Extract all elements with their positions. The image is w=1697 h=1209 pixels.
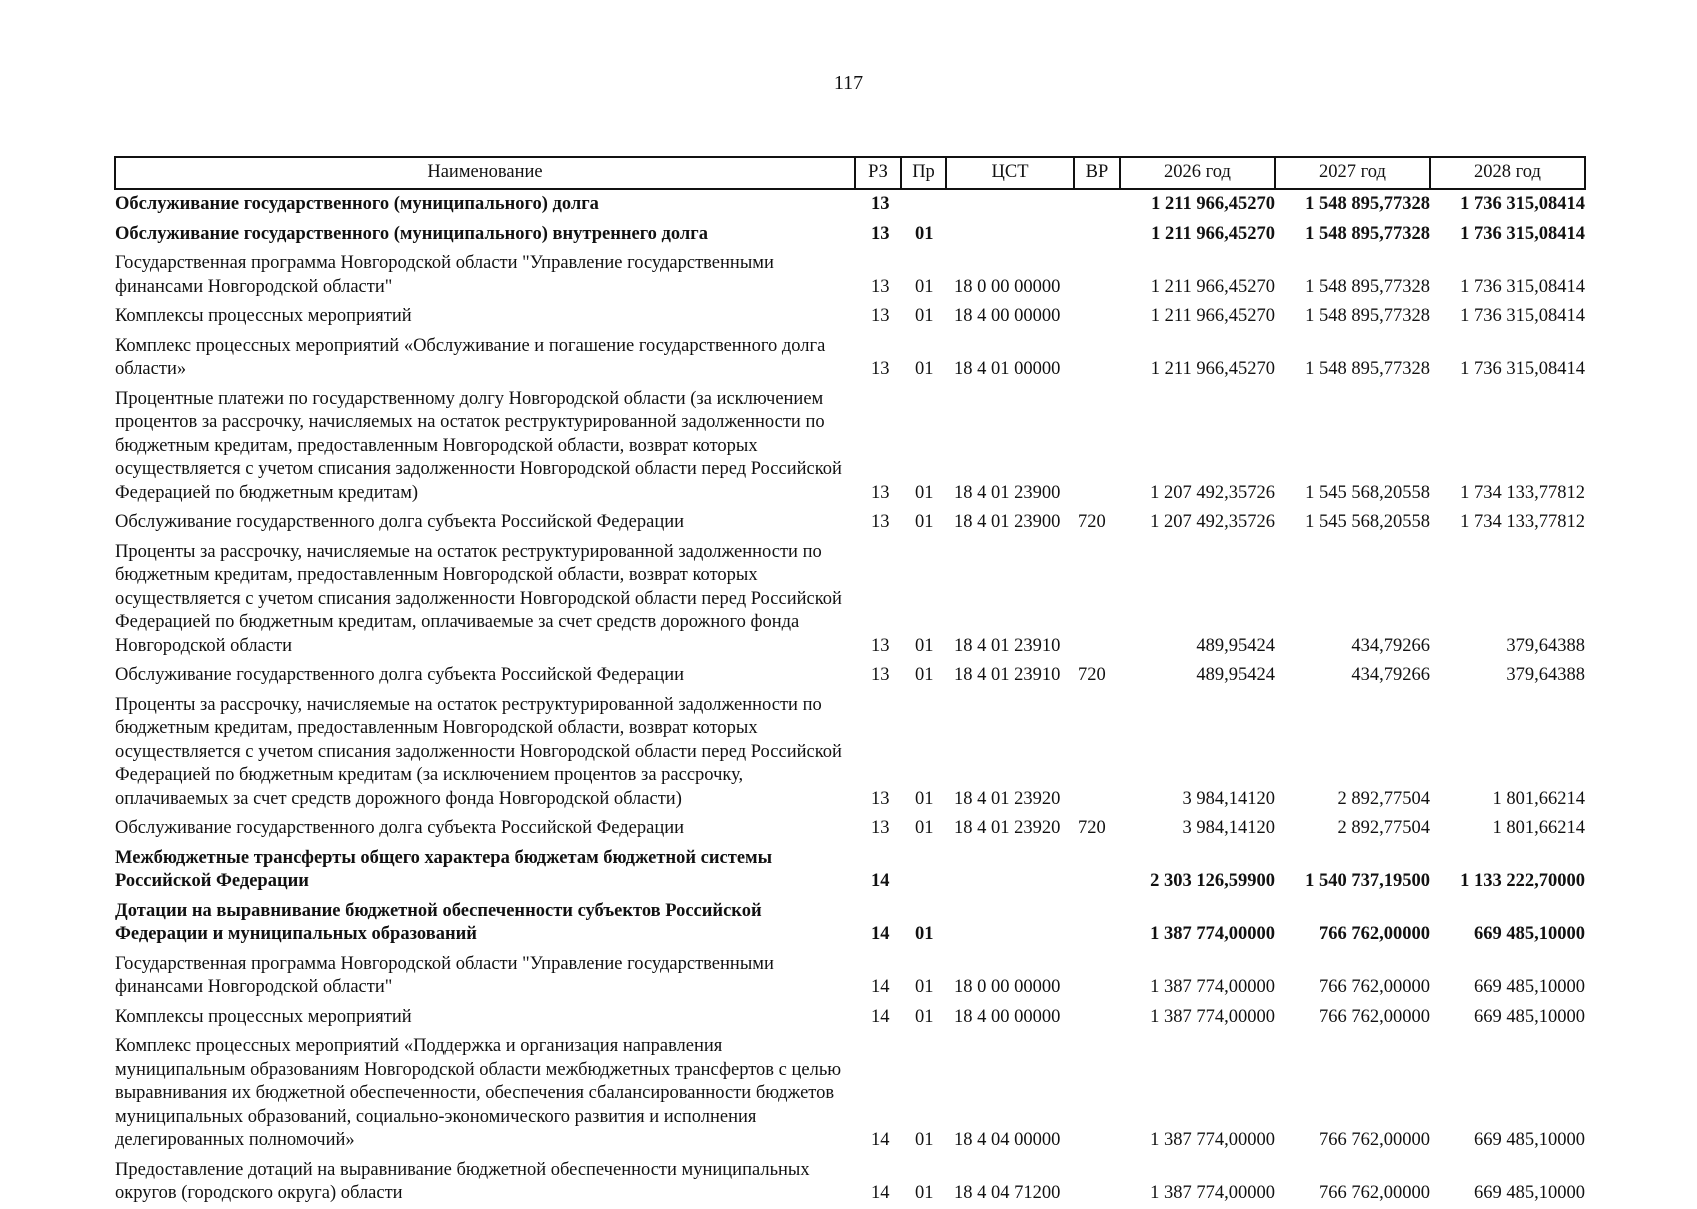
cell-vr: 720: [1078, 665, 1106, 685]
cell-name: Комплексы процессных мероприятий: [115, 1006, 412, 1027]
cell-name: Государственная программа Новгородской области "Управление государственными финансами Новгородской области": [115, 253, 774, 297]
table-row: [115, 385, 1585, 509]
table-row: [115, 691, 1585, 815]
cell-vr: [1074, 1003, 1120, 1033]
cell-cst: 18 4 01 23910: [954, 635, 1061, 656]
cell-pr: 01: [915, 1130, 934, 1150]
cell-y2027: 766 762,00000: [1319, 1130, 1430, 1150]
cell-cst: 18 0 00 00000: [954, 977, 1061, 997]
cell-rz: 13: [871, 482, 890, 503]
cell-rz: 14: [871, 1130, 890, 1150]
cell-name: Предоставление дотаций на выравнивание бюджетной обеспеченности муниципальных округов (городского округа) области: [115, 1159, 810, 1203]
cell-y2028: 1 736 315,08414: [1460, 359, 1585, 379]
table-row: [115, 538, 1585, 662]
table-row: [115, 950, 1585, 1003]
header-pr: Пр: [901, 157, 946, 189]
cell-vr: [1074, 897, 1120, 950]
cell-y2026: 1 211 966,45270: [1151, 223, 1275, 244]
cell-y2028: 1 734 133,77812: [1460, 482, 1585, 503]
cell-y2027: 766 762,00000: [1319, 977, 1430, 997]
cell-y2027: 1 548 895,77328: [1305, 223, 1430, 244]
cell-y2026: 1 387 774,00000: [1150, 1183, 1275, 1203]
header-2028: 2028 год: [1430, 157, 1585, 189]
budget-table: [114, 156, 1586, 1209]
cell-y2027: 766 762,00000: [1319, 924, 1430, 944]
cell-vr: [1074, 249, 1120, 302]
cell-cst: 18 4 04 00000: [954, 1130, 1061, 1150]
cell-name: Обслуживание государственного (муниципального) долга: [115, 194, 599, 214]
cell-y2028: 669 485,10000: [1474, 977, 1585, 997]
cell-name: Межбюджетные трансферты общего характера бюджетам бюджетной системы Российской Федерации: [115, 847, 773, 891]
cell-name: Государственная программа Новгородской области "Управление государственными финансами Новгородской области": [115, 953, 774, 997]
cell-y2026: 1 207 492,35726: [1150, 482, 1275, 503]
cell-pr: [901, 189, 946, 220]
cell-pr: 01: [915, 1183, 934, 1203]
cell-cst: 18 4 00 00000: [954, 306, 1061, 326]
table-body: [115, 189, 1585, 1209]
cell-y2026: 1 387 774,00000: [1150, 924, 1275, 944]
cell-y2027: 1 548 895,77328: [1305, 194, 1430, 214]
cell-y2028: 1 801,66214: [1492, 788, 1585, 809]
cell-y2028: 669 485,10000: [1474, 1130, 1585, 1150]
header-vr: ВР: [1074, 157, 1120, 189]
cell-pr: [901, 844, 946, 897]
cell-name: Комплексы процессных мероприятий: [115, 306, 412, 326]
cell-y2028: 669 485,10000: [1474, 1006, 1585, 1027]
cell-rz: 14: [871, 1183, 890, 1203]
cell-pr: 01: [915, 223, 934, 244]
cell-vr: [1074, 844, 1120, 897]
cell-pr: 01: [915, 665, 934, 685]
cell-name: Проценты за рассрочку, начисляемые на остаток реструктурированной задолженности по бюджетным кредитам, предоставленным Новгородской области, возврат которых осуществляется с учетом списания задолженности Новгородской области перед Российской Федерацией по бюджетным кредитам, оплачиваемые за счет средств дорожного фонда Новгородской области: [115, 541, 842, 656]
table-row: [115, 508, 1585, 538]
cell-y2027: 1 548 895,77328: [1305, 276, 1430, 297]
cell-y2028: 1 736 315,08414: [1460, 306, 1585, 326]
cell-name: Комплекс процессных мероприятий «Обслуживание и погашение государственного долга области»: [115, 335, 826, 379]
table-row: [115, 189, 1585, 220]
cell-rz: 13: [871, 818, 890, 838]
cell-pr: 01: [915, 818, 934, 838]
cell-cst: [946, 897, 1074, 950]
cell-pr: 01: [915, 1006, 934, 1027]
cell-y2028: 669 485,10000: [1474, 1183, 1585, 1203]
cell-rz: 13: [871, 512, 890, 532]
cell-y2028: 1 736 315,08414: [1460, 223, 1585, 244]
cell-cst: [946, 220, 1074, 250]
table-row: [115, 220, 1585, 250]
cell-y2028: 1 801,66214: [1492, 818, 1585, 838]
cell-vr: [1074, 1032, 1120, 1156]
cell-cst: 18 4 01 23910: [954, 665, 1061, 685]
cell-y2027: 1 548 895,77328: [1305, 306, 1430, 326]
cell-cst: 18 4 01 23920: [954, 788, 1061, 809]
cell-pr: 01: [915, 512, 934, 532]
header-2027: 2027 год: [1275, 157, 1430, 189]
cell-y2026: 3 984,14120: [1182, 788, 1275, 809]
cell-y2026: 1 211 966,45270: [1150, 359, 1275, 379]
cell-name: Обслуживание государственного долга субъекта Российской Федерации: [115, 665, 685, 685]
cell-pr: 01: [915, 924, 934, 944]
cell-rz: 14: [871, 871, 890, 891]
cell-y2028: 669 485,10000: [1474, 924, 1585, 944]
cell-name: Проценты за рассрочку, начисляемые на остаток реструктурированной задолженности по бюджетным кредитам, предоставленным Новгородской области, возврат которых осуществляется с учетом списания задолженности Новгородской области перед Российской Федерацией по бюджетным кредитам (за исключением процентов за рассрочку, оплачиваемых за счет средств дорожного фонда Новгородской области): [115, 694, 842, 809]
header-cst: ЦСТ: [946, 157, 1074, 189]
header-rz: РЗ: [855, 157, 901, 189]
cell-name: Обслуживание государственного (муниципального) внутреннего долга: [115, 223, 708, 244]
cell-name: Комплекс процессных мероприятий «Поддержка и организация направления муниципальным образованиям Новгородской области межбюджетных трансфертов с целью выравнивания их бюджетной обеспеченности, обеспечения сбалансированности бюджетов муниципальных образований, социально-экономического развития и исполнения делегированных полномочий»: [115, 1036, 842, 1150]
cell-vr: [1074, 538, 1120, 662]
cell-y2026: 1 211 966,45270: [1150, 276, 1275, 297]
cell-y2026: 489,95424: [1196, 635, 1275, 656]
table-header: [115, 157, 1585, 189]
cell-cst: 18 4 04 71200: [954, 1183, 1061, 1203]
cell-rz: 13: [871, 306, 890, 326]
cell-cst: 18 4 01 23900: [954, 482, 1061, 503]
table-row: [115, 661, 1585, 691]
table-row: [115, 844, 1585, 897]
table-row: [115, 1156, 1585, 1209]
cell-name: Обслуживание государственного долга субъекта Российской Федерации: [115, 512, 685, 532]
cell-name: Процентные платежи по государственному долгу Новгородской области (за исключением процентов за рассрочку, начисляемых на остаток реструктурированной задолженности по бюджетным кредитам, предоставленным Новгородской области, возврат которых осуществляется с учетом списания задолженности Новгородской области перед Российской Федерацией по бюджетным кредитам): [115, 388, 842, 503]
cell-pr: 01: [915, 977, 934, 997]
cell-y2026: 1 207 492,35726: [1150, 512, 1275, 532]
cell-vr: [1074, 691, 1120, 815]
cell-vr: [1074, 332, 1120, 385]
cell-y2027: 766 762,00000: [1319, 1006, 1430, 1027]
cell-y2026: 1 211 966,45270: [1151, 194, 1275, 214]
cell-vr: [1074, 950, 1120, 1003]
cell-cst: 18 4 01 23920: [954, 818, 1061, 838]
cell-y2028: 1 734 133,77812: [1460, 512, 1585, 532]
cell-pr: 01: [915, 482, 934, 503]
header-2026: 2026 год: [1120, 157, 1275, 189]
page-number: 117: [833, 72, 864, 94]
cell-y2028: 379,64388: [1506, 635, 1585, 656]
cell-y2028: 1 736 315,08414: [1460, 194, 1585, 214]
cell-y2026: 1 387 774,00000: [1150, 977, 1275, 997]
table-row: [115, 1003, 1585, 1033]
cell-name: Обслуживание государственного долга субъекта Российской Федерации: [115, 818, 685, 838]
cell-rz: 13: [871, 635, 890, 656]
cell-y2026: 3 984,14120: [1182, 818, 1275, 838]
cell-y2027: 434,79266: [1351, 665, 1430, 685]
cell-vr: 720: [1078, 818, 1106, 838]
cell-pr: 01: [915, 276, 934, 297]
cell-y2027: 2 892,77504: [1337, 818, 1430, 838]
table-row: [115, 332, 1585, 385]
cell-name: Дотации на выравнивание бюджетной обеспеченности субъектов Российской Федерации и муниципальных образований: [115, 900, 762, 944]
cell-pr: 01: [915, 359, 934, 379]
cell-y2026: 1 387 774,00000: [1150, 1130, 1275, 1150]
cell-rz: 14: [871, 924, 890, 944]
cell-rz: 14: [871, 977, 890, 997]
cell-y2027: 766 762,00000: [1319, 1183, 1430, 1203]
cell-y2026: 1 387 774,00000: [1150, 1006, 1275, 1027]
cell-cst: 18 4 00 00000: [954, 1006, 1061, 1027]
table-row: [115, 302, 1585, 332]
cell-rz: 13: [871, 194, 890, 214]
cell-y2027: 1 540 737,19500: [1305, 871, 1430, 891]
cell-vr: [1074, 1156, 1120, 1209]
table-row: [115, 814, 1585, 844]
cell-vr: [1074, 385, 1120, 509]
cell-y2027: 1 548 895,77328: [1305, 359, 1430, 379]
cell-vr: 720: [1078, 512, 1106, 532]
cell-y2027: 1 545 568,20558: [1305, 482, 1430, 503]
cell-y2027: 2 892,77504: [1337, 788, 1430, 809]
cell-cst: 18 4 01 23900: [954, 512, 1061, 532]
cell-y2026: 1 211 966,45270: [1150, 306, 1275, 326]
cell-vr: [1074, 189, 1120, 220]
cell-y2027: 434,79266: [1351, 635, 1430, 656]
cell-rz: 13: [871, 223, 890, 244]
cell-rz: 13: [871, 665, 890, 685]
cell-y2028: 1 736 315,08414: [1460, 276, 1585, 297]
table-row: [115, 897, 1585, 950]
cell-vr: [1074, 302, 1120, 332]
cell-y2028: 1 133 222,70000: [1460, 871, 1585, 891]
cell-rz: 13: [871, 788, 890, 809]
table-row: [115, 1032, 1585, 1156]
header-name: Наименование: [115, 157, 855, 189]
cell-cst: [946, 189, 1074, 220]
cell-cst: [946, 844, 1074, 897]
cell-vr: [1074, 220, 1120, 250]
cell-rz: 13: [871, 276, 890, 297]
cell-pr: 01: [915, 306, 934, 326]
table-row: [115, 249, 1585, 302]
cell-pr: 01: [915, 635, 934, 656]
cell-y2026: 489,95424: [1196, 665, 1275, 685]
cell-pr: 01: [915, 788, 934, 809]
cell-cst: 18 4 01 00000: [954, 359, 1061, 379]
cell-cst: 18 0 00 00000: [954, 276, 1061, 297]
cell-rz: 14: [871, 1006, 890, 1027]
cell-y2026: 2 303 126,59900: [1150, 871, 1275, 891]
cell-y2028: 379,64388: [1506, 665, 1585, 685]
cell-rz: 13: [871, 359, 890, 379]
cell-y2027: 1 545 568,20558: [1305, 512, 1430, 532]
